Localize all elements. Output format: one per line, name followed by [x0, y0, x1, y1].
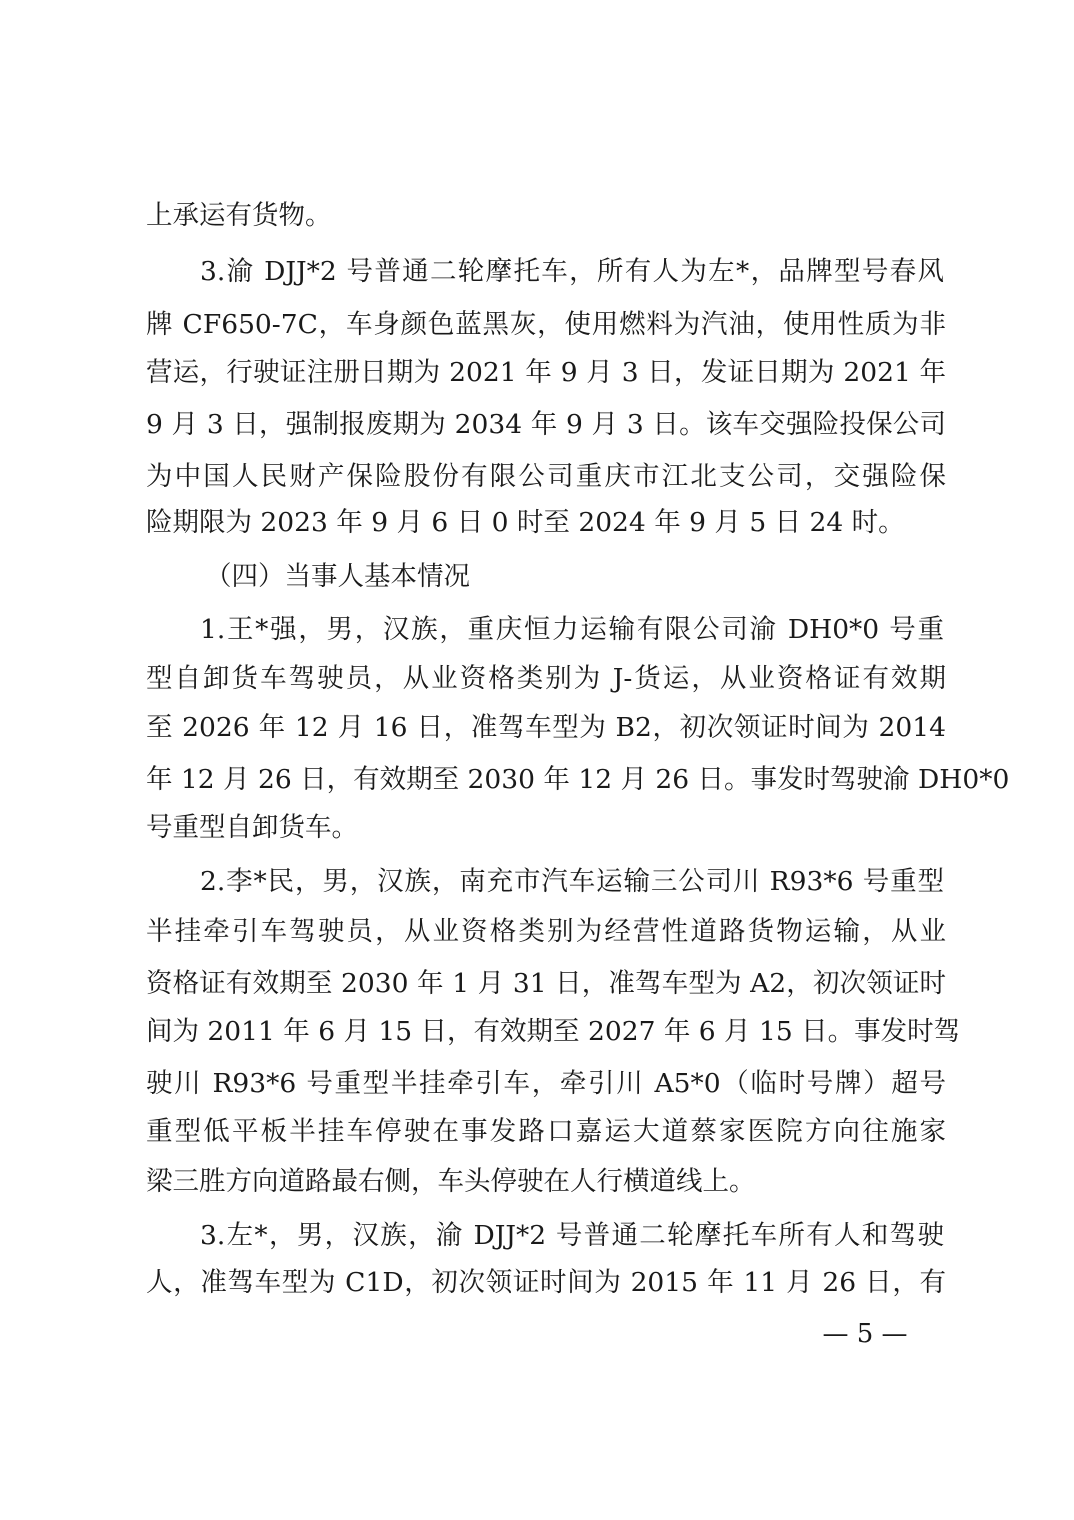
text-line-15: 半挂牵引车驾驶员，从业资格类别为经营性道路货物运输，从业: [146, 916, 946, 947]
text-line-4: 营运，行驶证注册日期为 2021 年 9 月 3 日，发证日期为 2021 年: [146, 357, 946, 388]
text-line-6: 为中国人民财产保险股份有限公司重庆市江北支公司，交强险保: [146, 461, 946, 492]
text-line-5: 9 月 3 日，强制报废期为 2034 年 9 月 3 日。该车交强险投保公司: [146, 409, 946, 440]
text-line-12: 年 12 月 26 日，有效期至 2030 年 12 月 26 日。事发时驾驶渝 DH0*0: [146, 764, 1010, 795]
text-line-21: 3.左*，男，汉族，渝 DJJ*2 号普通二轮摩托车所有人和驾驶: [200, 1220, 944, 1251]
text-line-16: 资格证有效期至 2030 年 1 月 31 日，准驾车型为 A2，初次领证时: [146, 968, 946, 999]
text-line-19: 重型低平板半挂车停驶在事发路口嘉运大道蔡家医院方向往施家: [146, 1116, 946, 1147]
text-line-20: 梁三胜方向道路最右侧，车头停驶在人行横道线上。: [146, 1166, 756, 1197]
text-line-10: 型自卸货车驾驶员，从业资格类别为 J-货运，从业资格证有效期: [146, 663, 946, 694]
page-number: — 5 —: [822, 1319, 908, 1349]
text-line-18: 驶川 R93*6 号重型半挂牵引车，牵引川 A5*0（临时号牌）超号: [146, 1068, 946, 1099]
text-line-17: 间为 2011 年 6 月 15 日，有效期至 2027 年 6 月 15 日。事发时驾: [146, 1016, 961, 1047]
text-line-9: 1.王*强，男，汉族，重庆恒力运输有限公司渝 DH0*0 号重: [200, 614, 944, 645]
text-line-7: 险期限为 2023 年 9 月 6 日 0 时至 2024 年 9 月 5 日 24 时。: [146, 507, 905, 538]
section-heading: （四）当事人基本情况: [205, 561, 470, 592]
text-line-2: 3.渝 DJJ*2 号普通二轮摩托车，所有人为左*，品牌型号春风: [200, 256, 944, 287]
text-line-11: 至 2026 年 12 月 16 日，准驾车型为 B2，初次领证时间为 2014: [146, 712, 946, 743]
text-line-22: 人，准驾车型为 C1D，初次领证时间为 2015 年 11 月 26 日，有: [146, 1267, 946, 1298]
text-line-14: 2.李*民，男，汉族，南充市汽车运输三公司川 R93*6 号重型: [200, 866, 944, 897]
text-line-13: 号重型自卸货车。: [146, 812, 358, 843]
text-line-1: 上承运有货物。: [146, 200, 332, 231]
text-line-3: 牌 CF650-7C，车身颜色蓝黑灰，使用燃料为汽油，使用性质为非: [146, 309, 946, 340]
